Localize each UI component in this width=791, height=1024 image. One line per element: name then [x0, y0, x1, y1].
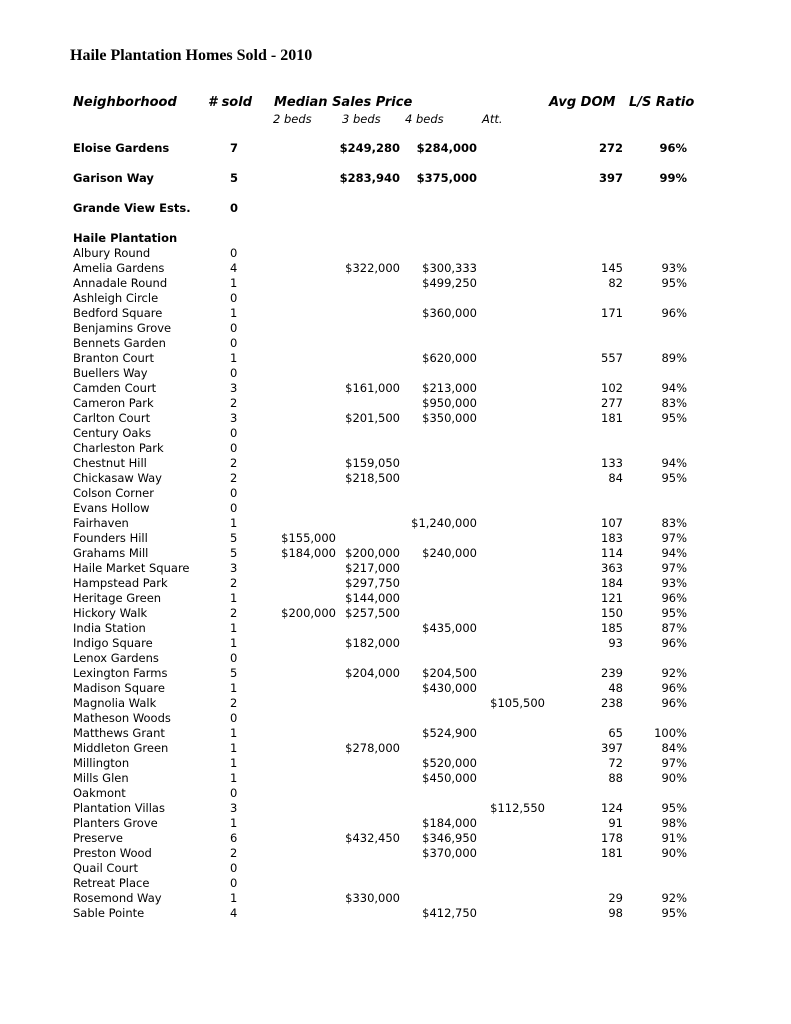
cell-sold: 0 — [230, 201, 239, 215]
cell-b3: $297,750 — [345, 576, 400, 590]
table-row — [0, 246, 791, 261]
cell-dom: 171 — [601, 306, 623, 320]
cell-dom: 185 — [601, 621, 623, 635]
cell-ratio: 83% — [661, 396, 687, 410]
cell-b4: $430,000 — [422, 681, 477, 695]
cell-ratio: 95% — [661, 471, 687, 485]
cell-name: India Station — [73, 621, 146, 635]
cell-sold: 3 — [230, 801, 238, 815]
cell-ratio: 95% — [661, 906, 687, 920]
subheader-3-beds: 3 beds — [342, 112, 381, 126]
cell-dom: 178 — [601, 831, 623, 845]
cell-b4: $435,000 — [422, 621, 477, 635]
table-row — [0, 681, 791, 696]
cell-name: Hampstead Park — [73, 576, 168, 590]
cell-b3: $144,000 — [345, 591, 400, 605]
cell-b4: $184,000 — [422, 816, 477, 830]
cell-sold: 4 — [230, 906, 238, 920]
cell-sold: 3 — [230, 561, 238, 575]
cell-ratio: 91% — [661, 831, 687, 845]
cell-ratio: 84% — [661, 741, 687, 755]
cell-name: Millington — [73, 756, 130, 770]
cell-ratio: 92% — [661, 666, 687, 680]
table-row — [0, 561, 791, 576]
cell-b3: $200,000 — [345, 546, 400, 560]
cell-sold: 1 — [230, 726, 238, 740]
cell-dom: 121 — [601, 591, 623, 605]
cell-b2: $184,000 — [281, 546, 336, 560]
header-ls-ratio: L/S Ratio — [629, 95, 695, 110]
cell-b3: $322,000 — [345, 261, 400, 275]
cell-sold: 0 — [230, 366, 238, 380]
cell-name: Carlton Court — [73, 411, 151, 425]
cell-dom: 181 — [601, 411, 623, 425]
table-row — [0, 771, 791, 786]
cell-ratio: 87% — [661, 621, 687, 635]
table-row — [0, 711, 791, 726]
cell-dom: 239 — [601, 666, 623, 680]
cell-ratio: 90% — [661, 771, 687, 785]
page-title: Haile Plantation Homes Sold - 2010 — [70, 47, 313, 64]
cell-ratio: 94% — [661, 546, 687, 560]
cell-ratio: 99% — [659, 171, 687, 185]
cell-name: Preston Wood — [73, 846, 152, 860]
cell-ratio: 96% — [661, 636, 687, 650]
cell-name: Amelia Gardens — [73, 261, 165, 275]
table-row — [0, 531, 791, 546]
cell-name: Lenox Gardens — [73, 651, 159, 665]
cell-sold: 2 — [230, 696, 238, 710]
cell-sold: 5 — [230, 666, 238, 680]
cell-ratio: 95% — [661, 411, 687, 425]
table-row — [0, 171, 791, 186]
cell-sold: 0 — [230, 501, 238, 515]
cell-name: Quail Court — [73, 861, 139, 875]
cell-sold: 2 — [230, 471, 238, 485]
cell-b4: $412,750 — [422, 906, 477, 920]
cell-dom: 48 — [608, 681, 623, 695]
cell-dom: 183 — [601, 531, 623, 545]
cell-sold: 6 — [230, 831, 238, 845]
cell-b3: $204,000 — [345, 666, 400, 680]
cell-ratio: 90% — [661, 846, 687, 860]
cell-b4: $300,333 — [422, 261, 477, 275]
cell-b4: $620,000 — [422, 351, 477, 365]
table-row — [0, 651, 791, 666]
table-row — [0, 321, 791, 336]
cell-name: Grande View Ests. — [73, 201, 191, 215]
cell-dom: 29 — [608, 891, 623, 905]
header-avg-dom: Avg DOM — [549, 95, 616, 110]
cell-ratio: 93% — [661, 576, 687, 590]
table-row — [0, 426, 791, 441]
cell-ratio: 95% — [661, 801, 687, 815]
cell-sold: 2 — [230, 606, 238, 620]
cell-name: Buellers Way — [73, 366, 148, 380]
cell-b4: $284,000 — [416, 141, 477, 155]
cell-ratio: 97% — [661, 561, 687, 575]
cell-b4: $346,950 — [422, 831, 477, 845]
cell-sold: 1 — [230, 756, 238, 770]
table-row — [0, 411, 791, 426]
cell-b3: $249,280 — [339, 141, 400, 155]
cell-b4: $213,000 — [422, 381, 477, 395]
cell-ratio: 83% — [661, 516, 687, 530]
table-row — [0, 201, 791, 216]
cell-name: Colson Corner — [73, 486, 154, 500]
table-row — [0, 471, 791, 486]
cell-sold: 0 — [230, 291, 238, 305]
table-row — [0, 726, 791, 741]
cell-b4: $240,000 — [422, 546, 477, 560]
cell-dom: 84 — [608, 471, 623, 485]
cell-b4: $350,000 — [422, 411, 477, 425]
table-row — [0, 141, 791, 156]
cell-ratio: 94% — [661, 456, 687, 470]
table-row — [0, 636, 791, 651]
cell-dom: 91 — [608, 816, 623, 830]
cell-b4: $370,000 — [422, 846, 477, 860]
cell-name: Bennets Garden — [73, 336, 166, 350]
cell-sold: 5 — [230, 546, 238, 560]
cell-ratio: 96% — [661, 696, 687, 710]
table-row — [0, 891, 791, 906]
cell-name: Planters Grove — [73, 816, 158, 830]
cell-sold: 1 — [230, 891, 238, 905]
cell-name: Century Oaks — [73, 426, 152, 440]
cell-b4: $204,500 — [422, 666, 477, 680]
cell-dom: 557 — [601, 351, 623, 365]
cell-b3: $432,450 — [345, 831, 400, 845]
cell-dom: 277 — [601, 396, 623, 410]
cell-sold: 2 — [230, 456, 238, 470]
cell-dom: 397 — [598, 171, 623, 185]
cell-sold: 0 — [230, 246, 238, 260]
cell-b3: $182,000 — [345, 636, 400, 650]
cell-b4: $524,900 — [422, 726, 477, 740]
cell-name: Benjamins Grove — [73, 321, 172, 335]
cell-ratio: 93% — [661, 261, 687, 275]
header-median-price: Median Sales Price — [274, 95, 413, 110]
table-row — [0, 876, 791, 891]
cell-name: Bedford Square — [73, 306, 163, 320]
cell-sold: 1 — [230, 516, 238, 530]
cell-sold: 2 — [230, 576, 238, 590]
cell-dom: 150 — [601, 606, 623, 620]
table-row — [0, 276, 791, 291]
cell-name: Retreat Place — [73, 876, 150, 890]
table-row — [0, 261, 791, 276]
cell-sold: 3 — [230, 381, 238, 395]
header-neighborhood: Neighborhood — [73, 95, 177, 110]
cell-dom: 363 — [601, 561, 623, 575]
table-row — [0, 516, 791, 531]
cell-name: Plantation Villas — [73, 801, 165, 815]
cell-dom: 107 — [601, 516, 623, 530]
header-sold: # sold — [208, 95, 253, 110]
cell-ratio: 97% — [661, 531, 687, 545]
table-row — [0, 336, 791, 351]
cell-name: Matheson Woods — [73, 711, 171, 725]
cell-ratio: 89% — [661, 351, 687, 365]
cell-name: Garison Way — [73, 171, 154, 185]
cell-dom: 124 — [601, 801, 623, 815]
cell-name: Magnolia Walk — [73, 696, 157, 710]
cell-sold: 0 — [230, 336, 238, 350]
cell-b3: $159,050 — [345, 456, 400, 470]
cell-sold: 4 — [230, 261, 238, 275]
cell-name: Grahams Mill — [73, 546, 149, 560]
cell-sold: 1 — [230, 816, 238, 830]
cell-dom: 72 — [608, 756, 623, 770]
table-row — [0, 366, 791, 381]
cell-sold: 1 — [230, 591, 238, 605]
table-row — [0, 456, 791, 471]
cell-sold: 0 — [230, 861, 238, 875]
cell-name: Rosemond Way — [73, 891, 162, 905]
cell-name: Haile Plantation — [73, 231, 178, 245]
cell-ratio: 95% — [661, 606, 687, 620]
cell-sold: 1 — [230, 681, 238, 695]
table-row — [0, 786, 791, 801]
table-row — [0, 351, 791, 366]
table-row — [0, 831, 791, 846]
cell-sold: 1 — [230, 741, 238, 755]
cell-b2: $200,000 — [281, 606, 336, 620]
cell-dom: 272 — [598, 141, 623, 155]
subheader-4-beds: 4 beds — [405, 112, 444, 126]
cell-dom: 88 — [608, 771, 623, 785]
cell-b3: $283,940 — [339, 171, 400, 185]
cell-name: Lexington Farms — [73, 666, 168, 680]
table-row — [0, 396, 791, 411]
cell-name: Annadale Round — [73, 276, 168, 290]
table-row — [0, 621, 791, 636]
cell-sold: 0 — [230, 876, 238, 890]
cell-name: Albury Round — [73, 246, 151, 260]
cell-dom: 133 — [601, 456, 623, 470]
cell-dom: 184 — [601, 576, 623, 590]
cell-sold: 1 — [230, 351, 238, 365]
cell-name: Fairhaven — [73, 516, 129, 530]
cell-sold: 7 — [230, 141, 239, 155]
cell-sold: 1 — [230, 306, 238, 320]
cell-sold: 2 — [230, 846, 238, 860]
cell-ratio: 96% — [661, 591, 687, 605]
cell-name: Chickasaw Way — [73, 471, 162, 485]
cell-name: Middleton Green — [73, 741, 169, 755]
cell-ratio: 96% — [661, 681, 687, 695]
cell-name: Camden Court — [73, 381, 157, 395]
table-row — [0, 441, 791, 456]
cell-sold: 1 — [230, 771, 238, 785]
cell-b4: $450,000 — [422, 771, 477, 785]
cell-dom: 145 — [601, 261, 623, 275]
cell-sold: 0 — [230, 651, 238, 665]
cell-dom: 98 — [608, 906, 623, 920]
cell-b4: $520,000 — [422, 756, 477, 770]
table-row — [0, 501, 791, 516]
cell-name: Matthews Grant — [73, 726, 165, 740]
table-row — [0, 696, 791, 711]
cell-sold: 1 — [230, 636, 238, 650]
cell-ratio: 92% — [661, 891, 687, 905]
table-row — [0, 231, 791, 246]
cell-dom: 65 — [608, 726, 623, 740]
cell-sold: 5 — [230, 171, 239, 185]
cell-name: Branton Court — [73, 351, 155, 365]
cell-sold: 0 — [230, 486, 238, 500]
cell-b4: $499,250 — [422, 276, 477, 290]
cell-b3: $278,000 — [345, 741, 400, 755]
cell-sold: 0 — [230, 321, 238, 335]
table-row — [0, 381, 791, 396]
cell-name: Oakmont — [73, 786, 126, 800]
cell-b3: $330,000 — [345, 891, 400, 905]
table-row — [0, 666, 791, 681]
cell-b4: $375,000 — [416, 171, 477, 185]
table-row — [0, 816, 791, 831]
table-row — [0, 861, 791, 876]
table-row — [0, 291, 791, 306]
cell-name: Ashleigh Circle — [73, 291, 159, 305]
cell-ratio: 96% — [661, 306, 687, 320]
cell-ratio: 97% — [661, 756, 687, 770]
cell-b3: $257,500 — [345, 606, 400, 620]
table-row — [0, 591, 791, 606]
cell-sold: 0 — [230, 441, 238, 455]
cell-name: Evans Hollow — [73, 501, 150, 515]
cell-b2: $155,000 — [281, 531, 336, 545]
cell-dom: 181 — [601, 846, 623, 860]
cell-sold: 5 — [230, 531, 238, 545]
table-row — [0, 741, 791, 756]
cell-ratio: 94% — [661, 381, 687, 395]
cell-name: Chestnut Hill — [73, 456, 147, 470]
cell-name: Charleston Park — [73, 441, 164, 455]
cell-name: Madison Square — [73, 681, 165, 695]
cell-b3: $201,500 — [345, 411, 400, 425]
table-row — [0, 906, 791, 921]
cell-name: Heritage Green — [73, 591, 162, 605]
cell-name: Haile Market Square — [73, 561, 190, 575]
table-row — [0, 486, 791, 501]
cell-b3: $161,000 — [345, 381, 400, 395]
cell-b4: $1,240,000 — [411, 516, 477, 530]
cell-name: Mills Glen — [73, 771, 129, 785]
cell-dom: 238 — [601, 696, 623, 710]
cell-att: $112,550 — [490, 801, 545, 815]
subheader-2-beds: 2 beds — [273, 112, 312, 126]
cell-name: Preserve — [73, 831, 123, 845]
cell-sold: 0 — [230, 711, 238, 725]
cell-ratio: 95% — [661, 276, 687, 290]
cell-b4: $360,000 — [422, 306, 477, 320]
table-row — [0, 576, 791, 591]
table-row — [0, 306, 791, 321]
cell-name: Cameron Park — [73, 396, 154, 410]
cell-name: Hickory Walk — [73, 606, 148, 620]
cell-sold: 1 — [230, 276, 238, 290]
cell-ratio: 96% — [659, 141, 687, 155]
cell-name: Sable Pointe — [73, 906, 145, 920]
cell-dom: 93 — [608, 636, 623, 650]
cell-b4: $950,000 — [422, 396, 477, 410]
cell-name: Indigo Square — [73, 636, 153, 650]
cell-sold: 0 — [230, 786, 238, 800]
cell-ratio: 100% — [654, 726, 687, 740]
cell-sold: 1 — [230, 621, 238, 635]
cell-dom: 82 — [608, 276, 623, 290]
cell-sold: 2 — [230, 396, 238, 410]
cell-b3: $218,500 — [345, 471, 400, 485]
cell-dom: 397 — [601, 741, 623, 755]
cell-b3: $217,000 — [345, 561, 400, 575]
cell-sold: 3 — [230, 411, 238, 425]
cell-att: $105,500 — [490, 696, 545, 710]
cell-name: Eloise Gardens — [73, 141, 170, 155]
table-row — [0, 756, 791, 771]
table-row — [0, 801, 791, 816]
subheader-att: Att. — [482, 112, 503, 126]
cell-ratio: 98% — [661, 816, 687, 830]
table-row — [0, 846, 791, 861]
cell-name: Founders Hill — [73, 531, 148, 545]
cell-sold: 0 — [230, 426, 238, 440]
cell-dom: 114 — [601, 546, 623, 560]
table-row — [0, 606, 791, 621]
cell-dom: 102 — [601, 381, 623, 395]
table-row — [0, 546, 791, 561]
